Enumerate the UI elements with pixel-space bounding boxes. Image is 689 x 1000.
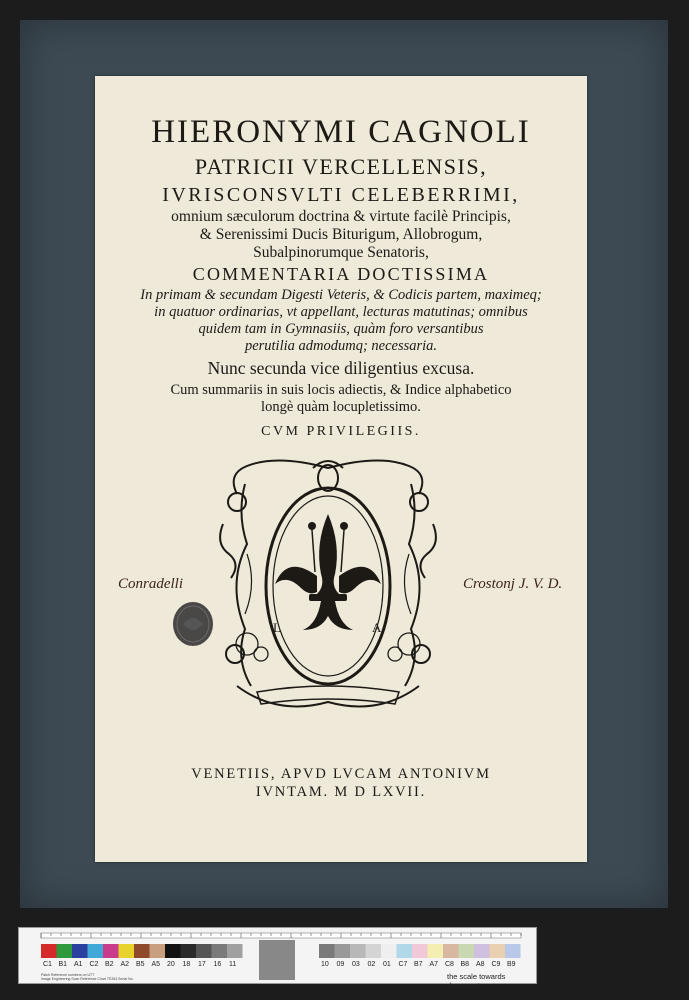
- patch-label: A1: [74, 961, 83, 968]
- printer-mark-ornament: [217, 454, 439, 726]
- author-name: HIERONYMI CAGNOLI: [151, 114, 531, 150]
- author-office: & Serenissimi Ducis Biturigum, Allobrogum,: [199, 226, 483, 243]
- patch-label: A2: [120, 961, 130, 968]
- patch-label: 01: [383, 961, 391, 968]
- color-patch: [72, 944, 88, 958]
- patch-label: A7: [429, 961, 439, 968]
- color-patch: [150, 944, 166, 958]
- patch-label: B5: [136, 961, 145, 968]
- patch-label: B9: [507, 961, 516, 968]
- grey-step-block: [259, 940, 295, 980]
- color-patch: [196, 944, 212, 958]
- subtitle-line: in quatuor ordinarias, vt appellant, lecturas matutinas; omnibus: [154, 304, 528, 320]
- color-reference-card: [18, 927, 537, 990]
- color-patch: [381, 944, 397, 958]
- patch-label: C9: [491, 961, 501, 968]
- patch-label: B8: [460, 961, 470, 968]
- patch-label: B7: [414, 961, 423, 968]
- patch-label: C1: [43, 961, 52, 968]
- patch-label: B1: [58, 961, 68, 968]
- color-patch: [366, 944, 382, 958]
- patch-label: 18: [182, 961, 191, 968]
- color-patch: [335, 944, 351, 958]
- index-statement: Cum summariis in suis locis adiectis, & Indice alphabetico: [170, 382, 512, 398]
- subtitle-line: quidem tam in Gymnasiis, quàm foro versantibus: [198, 321, 484, 337]
- subtitle-line: perutilia admodumq; necessaria.: [244, 338, 438, 354]
- imprint-line: VENETIIS, APVD LVCAM ANTONIVM: [191, 766, 491, 782]
- color-patch: [397, 944, 413, 958]
- color-patch: [57, 944, 73, 958]
- color-patch: [490, 944, 506, 958]
- patch-label: C7: [398, 961, 408, 968]
- color-patch: [443, 944, 459, 958]
- title-page: [95, 76, 587, 862]
- color-patch: [474, 944, 490, 958]
- color-patch: [88, 944, 104, 958]
- patch-label: 20: [167, 961, 175, 968]
- patch-label: A5: [151, 961, 161, 968]
- printer-mark-letter: L: [273, 620, 281, 635]
- edition-statement: Nunc secunda vice diligentius excusa.: [207, 358, 475, 378]
- handwritten-ownership-right: Crostonj J. V. D.: [463, 576, 563, 592]
- patch-label: 10: [321, 961, 329, 968]
- patch-label: C2: [89, 961, 99, 968]
- color-patch: [165, 944, 181, 958]
- printer-mark-letter: A: [372, 620, 382, 635]
- color-patch: [212, 944, 228, 958]
- color-patch: [350, 944, 366, 958]
- patch-label: 09: [336, 961, 345, 968]
- index-statement-2: longè quàm locupletissimo.: [261, 399, 421, 415]
- color-patch: [319, 944, 335, 958]
- color-patch: [412, 944, 428, 958]
- work-title: COMMENTARIA DOCTISSIMA: [192, 264, 490, 284]
- library-stamp: [171, 600, 215, 648]
- author-title: IVRISCONSVLTI CELEBERRIMI,: [162, 184, 520, 206]
- privilege-statement: CVM PRIVILEGIIS.: [261, 424, 421, 439]
- patch-label: C8: [445, 961, 454, 968]
- color-patch: [41, 944, 57, 958]
- card-caption: the scale towards document: [447, 972, 506, 990]
- author-praise: omnium sæculorum doctrina & virtute facilè Principis,: [171, 208, 511, 225]
- patch-label: 16: [213, 961, 222, 968]
- color-patch: [103, 944, 119, 958]
- color-patch: [227, 944, 243, 958]
- patch-label: A8: [476, 961, 485, 968]
- handwritten-ownership-left: Conradelli: [118, 576, 184, 592]
- author-origin: PATRICII VERCELLENSIS,: [194, 154, 488, 179]
- color-patch: [134, 944, 150, 958]
- color-patch: [505, 944, 521, 958]
- color-patch: [119, 944, 135, 958]
- card-fineprint-line: Image Engineering Scan Reference Chart TE263 Serial No.: [41, 977, 134, 981]
- imprint-date: IVNTAM. M D LXVII.: [255, 784, 427, 800]
- subtitle-line: In primam & secundam Digesti Veteris, & Codicis partem, maximeq;: [140, 287, 542, 303]
- patch-label: 03: [352, 961, 360, 968]
- author-office-2: Subalpinorumque Senatoris,: [253, 244, 429, 261]
- patch-label: 11: [229, 961, 237, 968]
- card-fineprint-line: Patch Reference numbers on UTT: [41, 973, 95, 977]
- color-patch: [428, 944, 444, 958]
- color-patch: [181, 944, 197, 958]
- patch-label: 17: [198, 961, 206, 968]
- patch-label: B2: [105, 961, 114, 968]
- patch-label: 02: [367, 961, 376, 968]
- color-patch: [459, 944, 475, 958]
- card-fineprint: [41, 973, 134, 981]
